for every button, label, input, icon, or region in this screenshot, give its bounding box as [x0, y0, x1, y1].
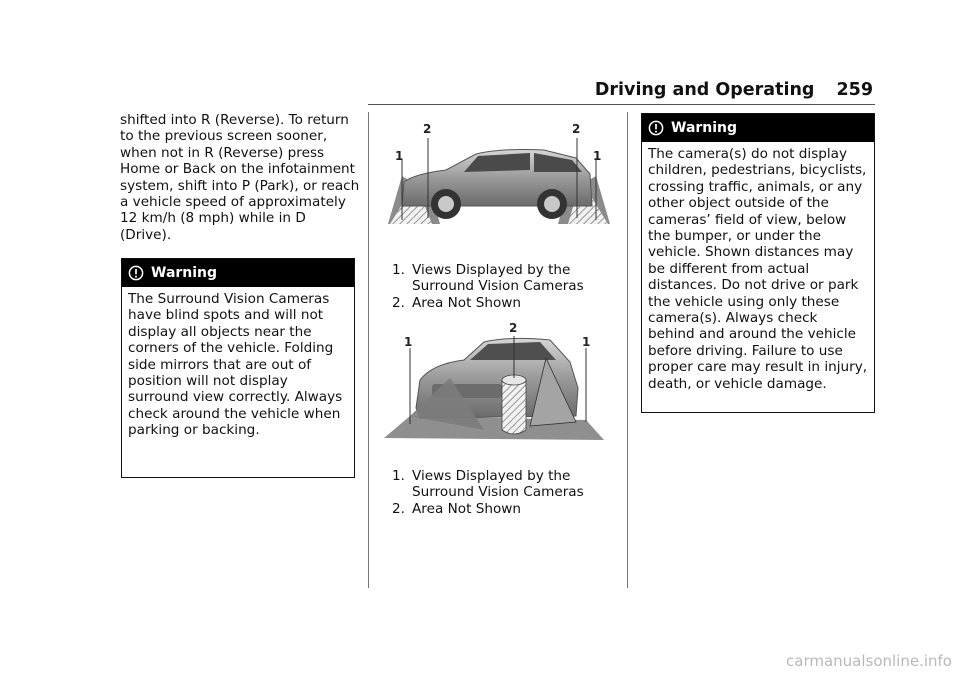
- continued-paragraph: shifted into R (Reverse). To return to the previous screen sooner, when not in R (Reverse) press Home or Back on the infotainment system, shift into P (Park), or reach a vehicle speed of approximately 12 km/h (8 mph) while in D (Drive).: [120, 112, 360, 243]
- figure-side-view-camera-zones: [380, 116, 618, 244]
- callout-2-left: 2: [423, 122, 432, 136]
- caption-item: 2. Area Not Shown: [392, 294, 522, 311]
- page-header: [0, 80, 873, 100]
- caption-item: 2. Area Not Shown: [392, 500, 522, 517]
- warning-body: [642, 142, 874, 398]
- site-watermark: carmanualsonline.info: [786, 652, 952, 670]
- warning-box-camera-limits: [641, 113, 875, 413]
- callout-1-right: 1: [582, 335, 591, 349]
- callout-2-right: 2: [572, 122, 581, 136]
- warning-header: [642, 114, 874, 142]
- warning-body: [122, 287, 354, 445]
- warning-icon: [648, 120, 664, 136]
- blind-area-corner: [502, 380, 526, 434]
- warning-icon: [128, 265, 144, 281]
- caption-item: 1. Views Displayed by the Surround Vision Cameras: [392, 262, 584, 295]
- callout-1-left: 1: [404, 335, 413, 349]
- caption-item: 1. Views Displayed by the Surround Vision Cameras: [392, 468, 584, 501]
- column-divider-2: [627, 112, 628, 588]
- warning-text: The camera(s) do not display children, pedestrians, bicyclists, crossing traffic, animals, or any other object outside of the cameras’ field of view, below the bumper, or under the vehicle. Shown distances may be different from actual distances. Do not drive or park the vehicle using only these camera(s). Always check behind and around the vehicle before driving. Failure to use proper care may result in injury, death, or vehicle damage.: [648, 146, 868, 392]
- callout-1-right: 1: [593, 149, 602, 163]
- figure-front-view-camera-zones: [380, 318, 618, 453]
- warning-header: [122, 259, 354, 287]
- warning-box-blind-spots: [121, 258, 355, 478]
- warning-title: Warning: [671, 119, 738, 136]
- column-divider-1: [368, 112, 369, 588]
- column-1: [120, 112, 360, 243]
- header-rule: [368, 104, 875, 105]
- figure-2-caption: [392, 468, 620, 517]
- figure-1-caption: [392, 262, 620, 311]
- callout-2-center: 2: [509, 321, 518, 335]
- warning-text: The Surround Vision Cameras have blind spots and will not display all objects near the corners of the vehicle. Folding side mirrors that are out of position will not display surround view correctly. Always check around the vehicle when parking or backing.: [128, 291, 343, 439]
- page-number: 259: [836, 80, 873, 100]
- callout-1-left: 1: [395, 149, 404, 163]
- warning-title: Warning: [151, 264, 218, 281]
- section-title: Driving and Operating: [594, 80, 815, 100]
